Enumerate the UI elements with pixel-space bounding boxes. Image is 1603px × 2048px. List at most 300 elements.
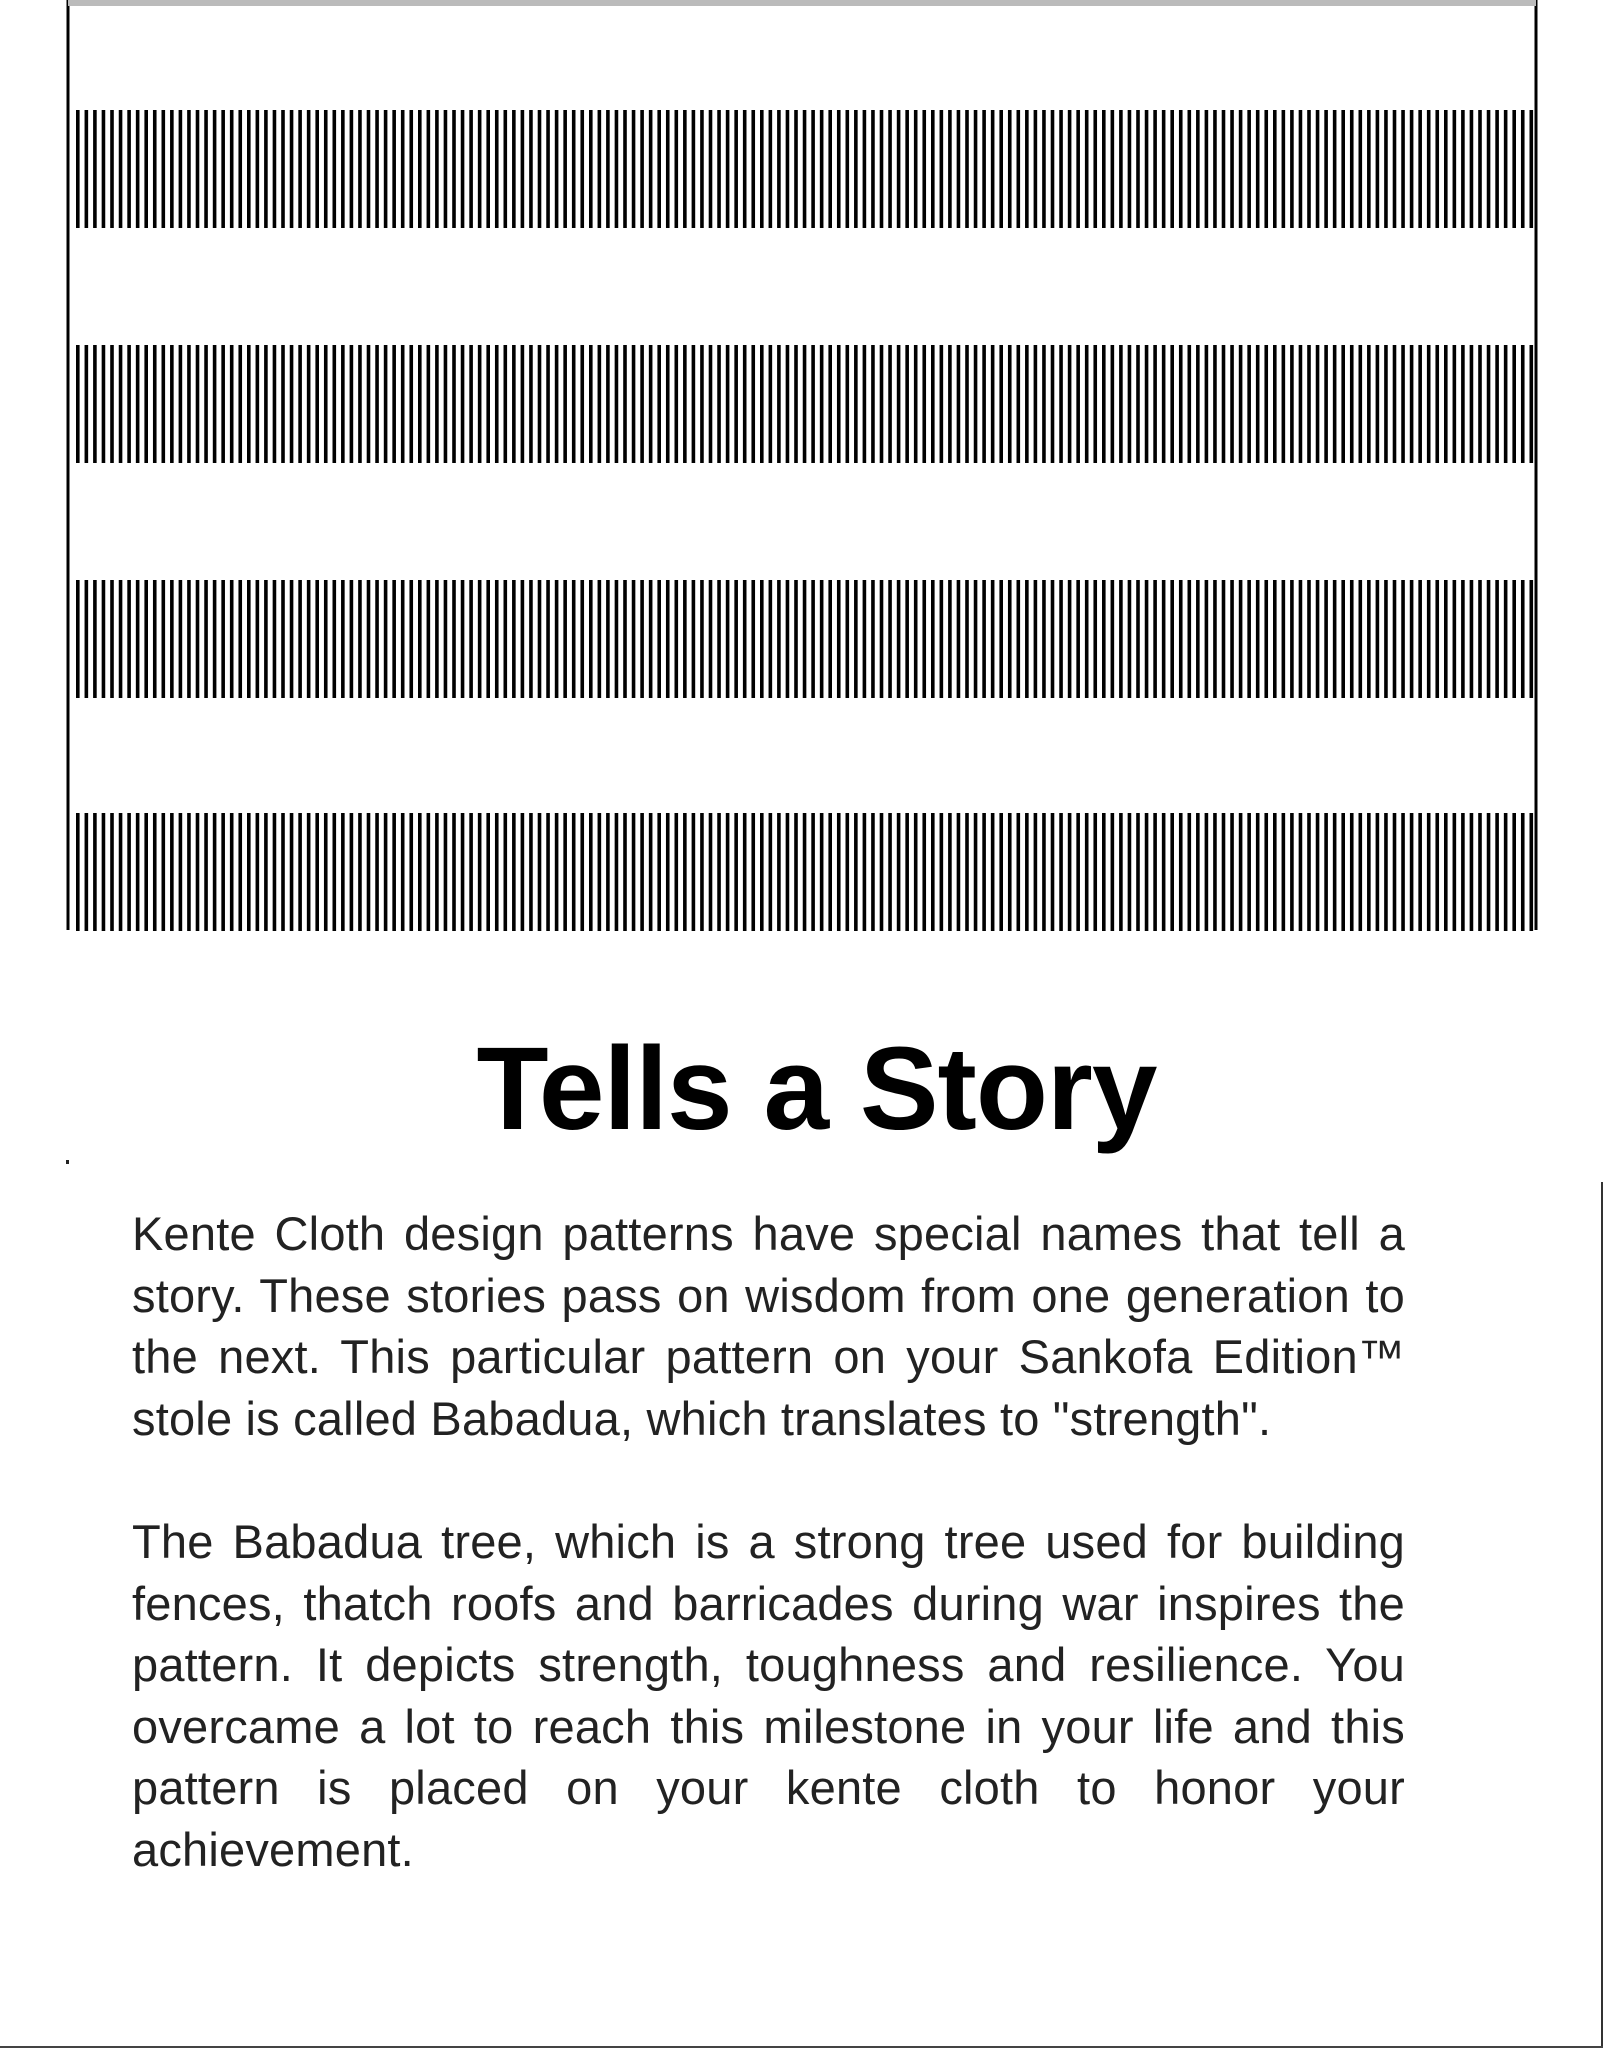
stripe-bar xyxy=(1111,813,1115,931)
stripe-bar xyxy=(1034,813,1038,931)
stripe-bar xyxy=(461,813,465,931)
stripe-bar xyxy=(401,813,405,931)
stripe-bar xyxy=(1196,813,1200,931)
stripe-bar xyxy=(179,813,183,931)
stripe-bar xyxy=(1042,580,1046,698)
stripe-bar xyxy=(769,345,773,463)
stripe-bar xyxy=(204,813,208,931)
stripe-bar xyxy=(1136,813,1140,931)
stripe-bar xyxy=(846,580,850,698)
stripe-bar xyxy=(1307,813,1311,931)
stripe-bar xyxy=(486,110,490,228)
stripe-bar xyxy=(392,580,396,698)
stripe-bar xyxy=(803,580,807,698)
stripe-bar xyxy=(521,580,525,698)
stripe-bar xyxy=(1256,813,1260,931)
stripe-bar xyxy=(315,813,319,931)
stripe-bar xyxy=(700,345,704,463)
stripe-bar xyxy=(700,580,704,698)
stripe-bar xyxy=(162,110,166,228)
stripe-bar xyxy=(504,580,508,698)
stripe-bar xyxy=(281,580,285,698)
stripe-bar xyxy=(136,813,140,931)
stripe-bar xyxy=(1367,110,1371,228)
stripe-bar xyxy=(512,110,516,228)
stripe-bar xyxy=(606,813,610,931)
stripe-bar xyxy=(1188,813,1192,931)
stripe-bar xyxy=(1213,580,1217,698)
stripe-bar xyxy=(666,580,670,698)
stripe-bar xyxy=(264,110,268,228)
stripe-bar xyxy=(333,813,337,931)
stripe-bar xyxy=(580,110,584,228)
stripe-bar xyxy=(187,580,191,698)
stripe-bar xyxy=(1017,345,1021,463)
stripe-bar xyxy=(1042,110,1046,228)
stripe-bar xyxy=(666,345,670,463)
stripe-bar xyxy=(734,580,738,698)
stripe-bar xyxy=(85,110,89,228)
stripe-bar xyxy=(521,813,525,931)
stripe-bar xyxy=(828,813,832,931)
babadua-stripe-pattern xyxy=(0,0,1603,940)
stripe-bar xyxy=(1367,580,1371,698)
stripe-bar xyxy=(409,345,413,463)
stripe-bar xyxy=(640,580,644,698)
stripe-bar xyxy=(1128,813,1132,931)
stripe-bar xyxy=(315,345,319,463)
stripe-bar xyxy=(803,813,807,931)
stripe-bar xyxy=(957,110,961,228)
stripe-bar xyxy=(871,813,875,931)
stripe-bar xyxy=(110,110,114,228)
stripe-bar xyxy=(1427,813,1431,931)
stripe-bar xyxy=(999,580,1003,698)
stripe-bar xyxy=(461,110,465,228)
stripe-bar xyxy=(290,110,294,228)
stripe-bar xyxy=(1059,813,1063,931)
stripe-bar xyxy=(196,813,200,931)
stripe-bar xyxy=(1179,345,1183,463)
stripe-bar xyxy=(85,813,89,931)
stripe-bar xyxy=(418,345,422,463)
stripe-bar xyxy=(162,580,166,698)
stripe-bar xyxy=(794,580,798,698)
stripe-bar xyxy=(572,580,576,698)
stripe-bar xyxy=(486,580,490,698)
stripe-bar xyxy=(324,110,328,228)
stripe-bar xyxy=(512,345,516,463)
stripe-bar xyxy=(333,110,337,228)
stripe-bar xyxy=(290,813,294,931)
stripe-bar xyxy=(469,813,473,931)
stripe-bar xyxy=(931,110,935,228)
stripe-bar xyxy=(1111,110,1115,228)
stripe-bar xyxy=(914,110,918,228)
stripe-bar xyxy=(110,813,114,931)
stripe-bar xyxy=(1410,813,1414,931)
stripe-bar xyxy=(427,345,431,463)
stripe-bar xyxy=(657,110,661,228)
stripe-bar xyxy=(1196,580,1200,698)
stripe-bar xyxy=(572,813,576,931)
stripe-bar xyxy=(1051,580,1055,698)
stripe-bar xyxy=(1521,813,1525,931)
stripe-bar xyxy=(820,580,824,698)
stripe-bar xyxy=(1504,345,1508,463)
stripe-bar xyxy=(444,813,448,931)
stripe-bar xyxy=(871,110,875,228)
stripe-bar xyxy=(110,580,114,698)
stripe-bar xyxy=(692,110,696,228)
stripe-bar xyxy=(931,345,935,463)
stripe-bar xyxy=(1068,813,1072,931)
stripe-bar xyxy=(1512,813,1516,931)
stripe-bar xyxy=(999,110,1003,228)
stripe-bar xyxy=(1393,345,1397,463)
stripe-bar xyxy=(1264,813,1268,931)
stripe-bar xyxy=(589,813,593,931)
stripe-bar xyxy=(1188,110,1192,228)
stripe-bar xyxy=(965,110,969,228)
stripe-bar xyxy=(709,580,713,698)
stripe-bar xyxy=(1461,813,1465,931)
stripe-bar xyxy=(298,110,302,228)
stripe-bar xyxy=(1418,345,1422,463)
stripe-bar xyxy=(743,110,747,228)
stripe-bar xyxy=(512,813,516,931)
stripe-bar xyxy=(734,110,738,228)
stripe-bar xyxy=(119,813,123,931)
stripe-bar xyxy=(1179,110,1183,228)
stripe-bar xyxy=(1256,345,1260,463)
stripe-bar xyxy=(298,813,302,931)
stripe-bar xyxy=(820,110,824,228)
stripe-bar xyxy=(982,345,986,463)
stripe-bar xyxy=(1376,813,1380,931)
stripe-bar xyxy=(640,110,644,228)
stripe-bar xyxy=(683,345,687,463)
stripe-bar xyxy=(555,813,559,931)
stripe-bar xyxy=(1461,580,1465,698)
stripe-bar xyxy=(555,580,559,698)
paragraph-babadua-tree: The Babadua tree, which is a strong tree used for building fences, thatch roofs and barricades during war inspires the pattern. It depicts strength, toughness and resilience. You overcame a lot to reach this milestone in your life and this pattern is placed on your kente cloth to honor your achievement. xyxy=(132,1514,1405,1876)
stripe-bar xyxy=(1239,345,1243,463)
stripe-bar xyxy=(367,110,371,228)
stripe-bar xyxy=(1290,580,1294,698)
stripe-bar xyxy=(632,110,636,228)
stripe-bar xyxy=(1521,580,1525,698)
stripe-bar xyxy=(392,110,396,228)
stripe-bar xyxy=(828,110,832,228)
stripe-bar xyxy=(162,813,166,931)
stripe-bar xyxy=(435,813,439,931)
stripe-bar xyxy=(196,345,200,463)
stripe-bar xyxy=(563,813,567,931)
stripe-bar xyxy=(102,110,106,228)
stripe-bar xyxy=(726,345,730,463)
stripe-bar xyxy=(837,580,841,698)
stripe-bar xyxy=(1282,813,1286,931)
stripe-bar xyxy=(1487,345,1491,463)
stripe-bar xyxy=(1205,580,1209,698)
stripe-bar xyxy=(692,813,696,931)
stripe-bar xyxy=(794,110,798,228)
stripe-bar xyxy=(350,580,354,698)
stripe-bar xyxy=(1273,813,1277,931)
stripe-bar xyxy=(957,580,961,698)
stripe-bar xyxy=(632,813,636,931)
stripe-bar xyxy=(341,813,345,931)
stripe-bar xyxy=(837,110,841,228)
stripe-bar xyxy=(794,813,798,931)
stripe-bar xyxy=(307,813,311,931)
stripe-bar xyxy=(144,580,148,698)
stripe-bar xyxy=(589,580,593,698)
stripe-bar xyxy=(649,813,653,931)
stripe-bar xyxy=(854,813,858,931)
stripe-bar xyxy=(1205,813,1209,931)
stripe-bar xyxy=(1034,580,1038,698)
stripe-bar xyxy=(615,345,619,463)
stripe-bar xyxy=(204,580,208,698)
stripe-bar xyxy=(914,813,918,931)
stripe-bar xyxy=(828,345,832,463)
stripe-bar xyxy=(461,345,465,463)
stripe-bar xyxy=(1504,813,1508,931)
stripe-bar xyxy=(1170,110,1174,228)
stripe-bar xyxy=(230,813,234,931)
stripe-bar xyxy=(1076,813,1080,931)
stripe-bar xyxy=(854,110,858,228)
stripe-bar xyxy=(196,110,200,228)
stripe-bar xyxy=(1179,580,1183,698)
stripe-bar xyxy=(546,813,550,931)
stripe-bar xyxy=(846,110,850,228)
stripe-bar xyxy=(1111,345,1115,463)
stripe-bar xyxy=(1495,110,1499,228)
stripe-bar xyxy=(1076,110,1080,228)
stripe-bar xyxy=(811,110,815,228)
stripe-bar xyxy=(1085,580,1089,698)
stripe-bar xyxy=(666,110,670,228)
stripe-bar xyxy=(1068,345,1072,463)
stripe-bar xyxy=(213,345,217,463)
stripe-bar xyxy=(709,813,713,931)
stripe-bar xyxy=(221,813,225,931)
stripe-bar xyxy=(256,813,260,931)
stripe-bar xyxy=(1427,110,1431,228)
stripe-bar xyxy=(238,580,242,698)
stripe-bar xyxy=(871,580,875,698)
stripe-bar xyxy=(880,345,884,463)
stripe-bar xyxy=(1495,813,1499,931)
stripe-bar xyxy=(238,345,242,463)
stripe-bar xyxy=(657,580,661,698)
stripe-bar xyxy=(521,110,525,228)
stripe-bar xyxy=(863,580,867,698)
stripe-bar xyxy=(1247,110,1251,228)
stripe-bar xyxy=(409,580,413,698)
stripe-bar xyxy=(751,345,755,463)
stripe-bar xyxy=(1273,345,1277,463)
stripe-bar xyxy=(1222,345,1226,463)
stripe-bar xyxy=(837,345,841,463)
stripe-bar xyxy=(546,345,550,463)
stripe-bar xyxy=(119,110,123,228)
stripe-bar xyxy=(751,110,755,228)
stripe-bar xyxy=(367,345,371,463)
stripe-bar xyxy=(273,813,277,931)
stripe-bar xyxy=(598,345,602,463)
stripe-bar xyxy=(409,813,413,931)
stripe-bar xyxy=(1085,345,1089,463)
stripe-bar xyxy=(794,345,798,463)
stripe-bar xyxy=(615,580,619,698)
stripe-bar xyxy=(1478,813,1482,931)
stripe-bar xyxy=(1478,110,1482,228)
stripe-bar xyxy=(931,813,935,931)
stripe-bar xyxy=(1461,345,1465,463)
stripe-bar xyxy=(1333,110,1337,228)
stripe-bar xyxy=(375,345,379,463)
stripe-bar xyxy=(1076,345,1080,463)
stripe-bar xyxy=(1153,110,1157,228)
stripe-bar xyxy=(1324,580,1328,698)
stripe-bar xyxy=(1264,345,1268,463)
stripe-bar xyxy=(598,813,602,931)
stripe-bar xyxy=(1350,345,1354,463)
stripe-bar xyxy=(1188,345,1192,463)
stripe-bar xyxy=(1376,580,1380,698)
stripe-bar xyxy=(486,813,490,931)
stripe-bar xyxy=(897,110,901,228)
stripe-bar xyxy=(204,345,208,463)
stripe-bar xyxy=(760,110,764,228)
stripe-bar xyxy=(1051,813,1055,931)
stripe-bar xyxy=(187,110,191,228)
stripe-bar xyxy=(888,813,892,931)
stripe-bar xyxy=(811,345,815,463)
stripe-bar xyxy=(717,580,721,698)
stripe-bar xyxy=(580,813,584,931)
stripe-bar xyxy=(1170,813,1174,931)
stripe-bar xyxy=(247,110,251,228)
stripe-bar xyxy=(555,345,559,463)
stripe-bar xyxy=(1017,813,1021,931)
stripe-bar xyxy=(726,580,730,698)
stripe-bar xyxy=(136,580,140,698)
stripe-bar xyxy=(1239,580,1243,698)
stripe-bar xyxy=(1205,345,1209,463)
stripe-bar xyxy=(940,345,944,463)
stripe-bar xyxy=(769,110,773,228)
stripe-bar xyxy=(1008,110,1012,228)
stripe-bar xyxy=(256,580,260,698)
stripe-bar xyxy=(777,110,781,228)
stripe-bar xyxy=(1076,580,1080,698)
stripe-bar xyxy=(606,345,610,463)
stripe-bar xyxy=(1008,345,1012,463)
stripe-bar xyxy=(1376,110,1380,228)
stripe-bar xyxy=(982,110,986,228)
stripe-bar xyxy=(1453,345,1457,463)
stripe-bar xyxy=(281,110,285,228)
stripe-bar xyxy=(350,345,354,463)
stripe-bar xyxy=(187,345,191,463)
stripe-bar xyxy=(1521,110,1525,228)
stripe-bar xyxy=(769,580,773,698)
stripe-bar xyxy=(880,110,884,228)
stripe-bar xyxy=(1316,580,1320,698)
stripe-bar xyxy=(649,110,653,228)
stripe-bar xyxy=(1196,110,1200,228)
stripe-bar xyxy=(615,813,619,931)
stripe-bar xyxy=(1418,110,1422,228)
stripe-bar xyxy=(1059,345,1063,463)
stripe-bar xyxy=(1282,580,1286,698)
stripe-bar xyxy=(435,345,439,463)
stripe-bar xyxy=(1222,813,1226,931)
stripe-bar xyxy=(1350,580,1354,698)
stripe-bar xyxy=(529,813,533,931)
stripe-bar xyxy=(1521,345,1525,463)
stripe-bar xyxy=(196,580,200,698)
stripe-bar xyxy=(256,345,260,463)
stripe-bar xyxy=(1530,110,1534,228)
stripe-bar xyxy=(1085,110,1089,228)
stripe-bar xyxy=(632,345,636,463)
stripe-bar xyxy=(444,110,448,228)
stripe-bar xyxy=(264,813,268,931)
stripe-bar xyxy=(803,345,807,463)
stripe-bar xyxy=(469,345,473,463)
stripe-bar xyxy=(828,580,832,698)
stripe-bar xyxy=(1145,110,1149,228)
stripe-bar xyxy=(1170,345,1174,463)
stripe-bar xyxy=(786,345,790,463)
stripe-bar xyxy=(675,580,679,698)
stripe-bar xyxy=(1478,580,1482,698)
stripe-bar xyxy=(1316,110,1320,228)
pattern-top-edge xyxy=(68,0,1536,6)
stripe-bar xyxy=(1487,580,1491,698)
stripe-bar xyxy=(1333,580,1337,698)
stripe-bar xyxy=(170,580,174,698)
stripe-bar xyxy=(965,813,969,931)
stripe-bar xyxy=(384,110,388,228)
stripe-bar xyxy=(1136,580,1140,698)
stripe-bar xyxy=(512,580,516,698)
stripe-bar xyxy=(786,580,790,698)
stripe-bar xyxy=(76,110,80,228)
stripe-bar xyxy=(469,110,473,228)
stripe-bar xyxy=(914,580,918,698)
stripe-bar xyxy=(880,813,884,931)
stripe-bar xyxy=(341,580,345,698)
stripe-bar xyxy=(230,345,234,463)
stripe-bar xyxy=(102,813,106,931)
stripe-bar xyxy=(751,813,755,931)
stripe-bar xyxy=(598,580,602,698)
stripe-bar xyxy=(162,345,166,463)
stripe-bar xyxy=(1256,110,1260,228)
stripe-bar xyxy=(1453,580,1457,698)
stripe-bar xyxy=(1401,580,1405,698)
stripe-bar xyxy=(1495,580,1499,698)
stripe-bar xyxy=(922,345,926,463)
stripe-bar xyxy=(85,345,89,463)
